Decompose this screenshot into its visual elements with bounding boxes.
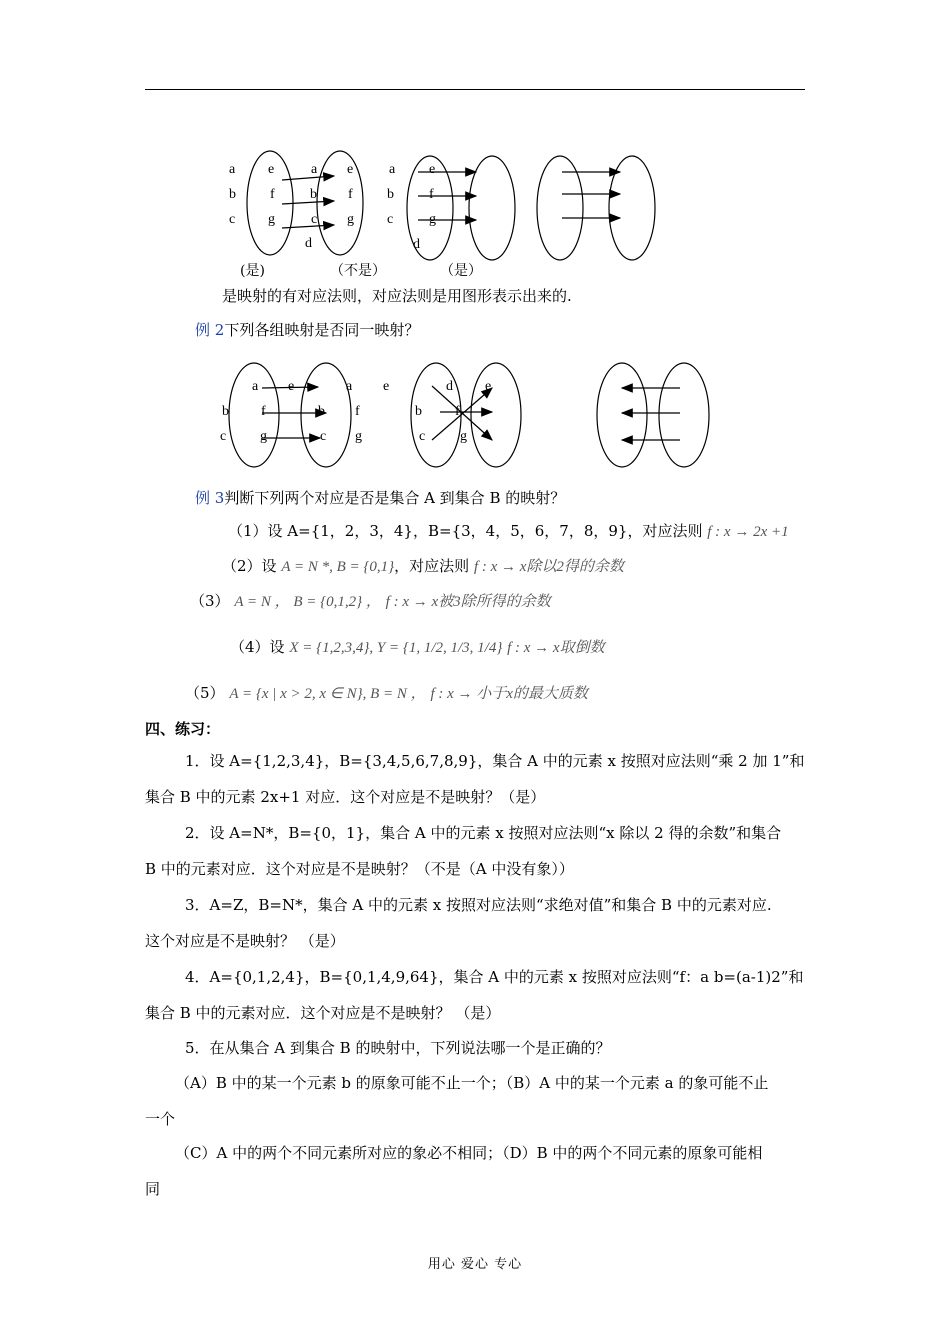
example3-item-5: （5） A = {x | x > 2, x ∈ N}, B = N ， f : x → 小于x的最大质数 — [185, 684, 588, 702]
example3-text: 判断下列两个对应是否是集合 A 到集合 B 的映射？ — [224, 489, 566, 507]
example3-item-1: （1）设 A={1，2，3，4}，B={3，4，5，6，7，8，9}，对应法则 f : x → 2x +1 — [228, 522, 789, 540]
rule-4: f : x → x取倒数 — [507, 640, 605, 656]
exercise-line: （C）A 中的两个不同元素所对应的象必不相同；（D）B 中的两个不同元素的原象可能相 — [175, 1144, 763, 1162]
example3-item-4: （4）设 X = {1,2,3,4}, Y = {1, 1/2, 1/3, 1/4} f : x → x取倒数 — [230, 638, 605, 656]
set-oval — [597, 363, 647, 467]
exercise-line: 一个 — [145, 1110, 176, 1128]
set-oval — [317, 151, 363, 255]
exercise-line: 集合 B 中的元素对应．这个对应是不是映射？ （是） — [145, 1004, 501, 1022]
exercise-line: B 中的元素对应．这个对应是不是映射？（不是（A 中没有象）） — [145, 860, 574, 878]
example3-label: 例 3 — [195, 489, 225, 507]
exercise-line: 集合 B 中的元素 2x+1 对应．这个对应是不是映射？（是） — [145, 788, 546, 806]
caption-3: （是） — [440, 263, 482, 279]
mapping-arrow — [282, 201, 334, 204]
rule-5: f : x → 小于x的最大质数 — [430, 686, 588, 702]
example3-heading — [195, 487, 565, 508]
page-footer: 用心 爱心 专心 — [427, 1257, 523, 1272]
exercises-heading: 四、练习： — [145, 720, 221, 738]
mapping-arrow — [282, 225, 334, 228]
caption-2: （不是） — [330, 263, 386, 279]
exercise-line: 4．A={0,1,2,4}，B={0,1,4,9,64}，集合 A 中的元素 x 按照对应法则“f：a b=(a-1)2”和 — [185, 968, 804, 986]
set-oval — [301, 363, 351, 467]
exercise-line: 2．设 A=N*，B={0，1}，集合 A 中的元素 x 按照对应法则“x 除以 2 得的余数”和集合 — [185, 824, 782, 842]
rule-3: f : x → x被3除所得的余数 — [385, 594, 551, 610]
example3-item-3: （3） A = N ， B = {0,1,2} ， f : x → x被3除所得的余数 — [190, 592, 551, 610]
exercise-line: 3．A=Z，B=N*，集合 A 中的元素 x 按照对应法则“求绝对值”和集合 B 中的元素对应. — [185, 896, 772, 914]
set-oval — [471, 363, 521, 467]
exercise-line: （A）B 中的某一个元素 b 的原象可能不止一个；（B）A 中的某一个元素 a 的象可能不止 — [175, 1074, 769, 1092]
set-oval — [659, 363, 709, 467]
example2-label: 例 2 — [195, 321, 225, 339]
example3-item-2: （2）设 A = N *, B = {0,1}，对应法则 f : x → x除以2得的余数 — [222, 557, 624, 575]
example2-text: 下列各组映射是否同一映射？ — [224, 321, 420, 339]
exercise-line: 同 — [145, 1180, 161, 1198]
exercise-line: 5．在从集合 A 到集合 B 的映射中，下列说法哪一个是正确的？ — [185, 1039, 611, 1057]
exercise-line: 这个对应是不是映射？ （是） — [145, 932, 345, 950]
figure1-note: 是映射的有对应法则，对应法则是用图形表示出来的. — [222, 287, 572, 305]
exercise-line: 1．设 A={1,2,3,4}，B={3,4,5,6,7,8,9}，集合 A 中的元素 x 按照对应法则“乘 2 加 1”和 — [185, 752, 805, 770]
rule-2: f : x → x除以2得的余数 — [473, 559, 624, 575]
rule-1: f : x → 2x +1 — [707, 524, 789, 540]
example2-heading — [195, 319, 419, 340]
caption-1: (是) — [240, 263, 265, 279]
